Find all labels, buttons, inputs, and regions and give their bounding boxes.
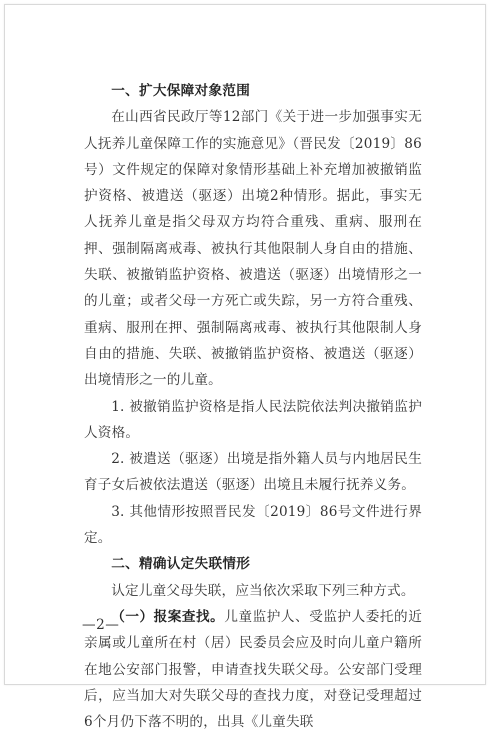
list-item-1: 1. 被撤销监护资格是指人民法院依法判决撤销监护人资格。 bbox=[84, 398, 422, 441]
list-item-3: 3. 其他情形按照晋民发〔2019〕86号文件进行界定。 bbox=[84, 503, 422, 547]
list-item-2: 2. 被遣送（驱逐）出境是指外籍人员与内地居民生育子女后被依法遣送（驱逐）出境且未履行抚养义务。 bbox=[84, 451, 422, 494]
paragraph-methods: 认定儿童父母失联，应当依次采取下列三种方式。 bbox=[111, 582, 415, 599]
section-heading-2: 二、精确认定失联情形 bbox=[111, 556, 251, 573]
subheading-report-search: （一）报案查找。 bbox=[111, 608, 225, 625]
page-number: —2— bbox=[82, 617, 120, 633]
document-page bbox=[4, 4, 486, 731]
section-heading-1: 一、扩大保障对象范围 bbox=[111, 83, 251, 99]
paragraph-scope: 在山西省民政厅等12部门《关于进一步加强事实无人抚养儿童保障工作的实施意见》（晋民发〔2019〕86号）文件规定的保障对象情形基础上补充增加被撤销监护资格、被遣送（驱逐）出境2种情形。据此，事实无人抚养儿童是指父母双方均符合重残、重病、服刑在押、强制隔离戒毒、被执行其他限制人身自由的措施、失联、被撤销监护资格、被遣送（驱逐）出境情形之一的儿童；或者父母一方死亡或失踪，另一方符合重残、重病、服刑在押、强制隔离戒毒、被执行其他限制人身自由的措施、失联、被撤销监护资格、被遣送（驱逐）出境情形之一的儿童。 bbox=[84, 109, 422, 389]
report-search-text: 儿童监护人、受监护人委托的近亲属或儿童所在村（居）民委员会应及时向儿童户籍所在地公安部门报警，申请查找失联父母。公安部门受理后，应当加大对失联父母的查找力度，对登记受理超过6个月仍下落不明的，出具《儿童失联 bbox=[84, 608, 422, 731]
document-body bbox=[84, 78, 422, 735]
paragraph-report-search bbox=[84, 604, 422, 735]
